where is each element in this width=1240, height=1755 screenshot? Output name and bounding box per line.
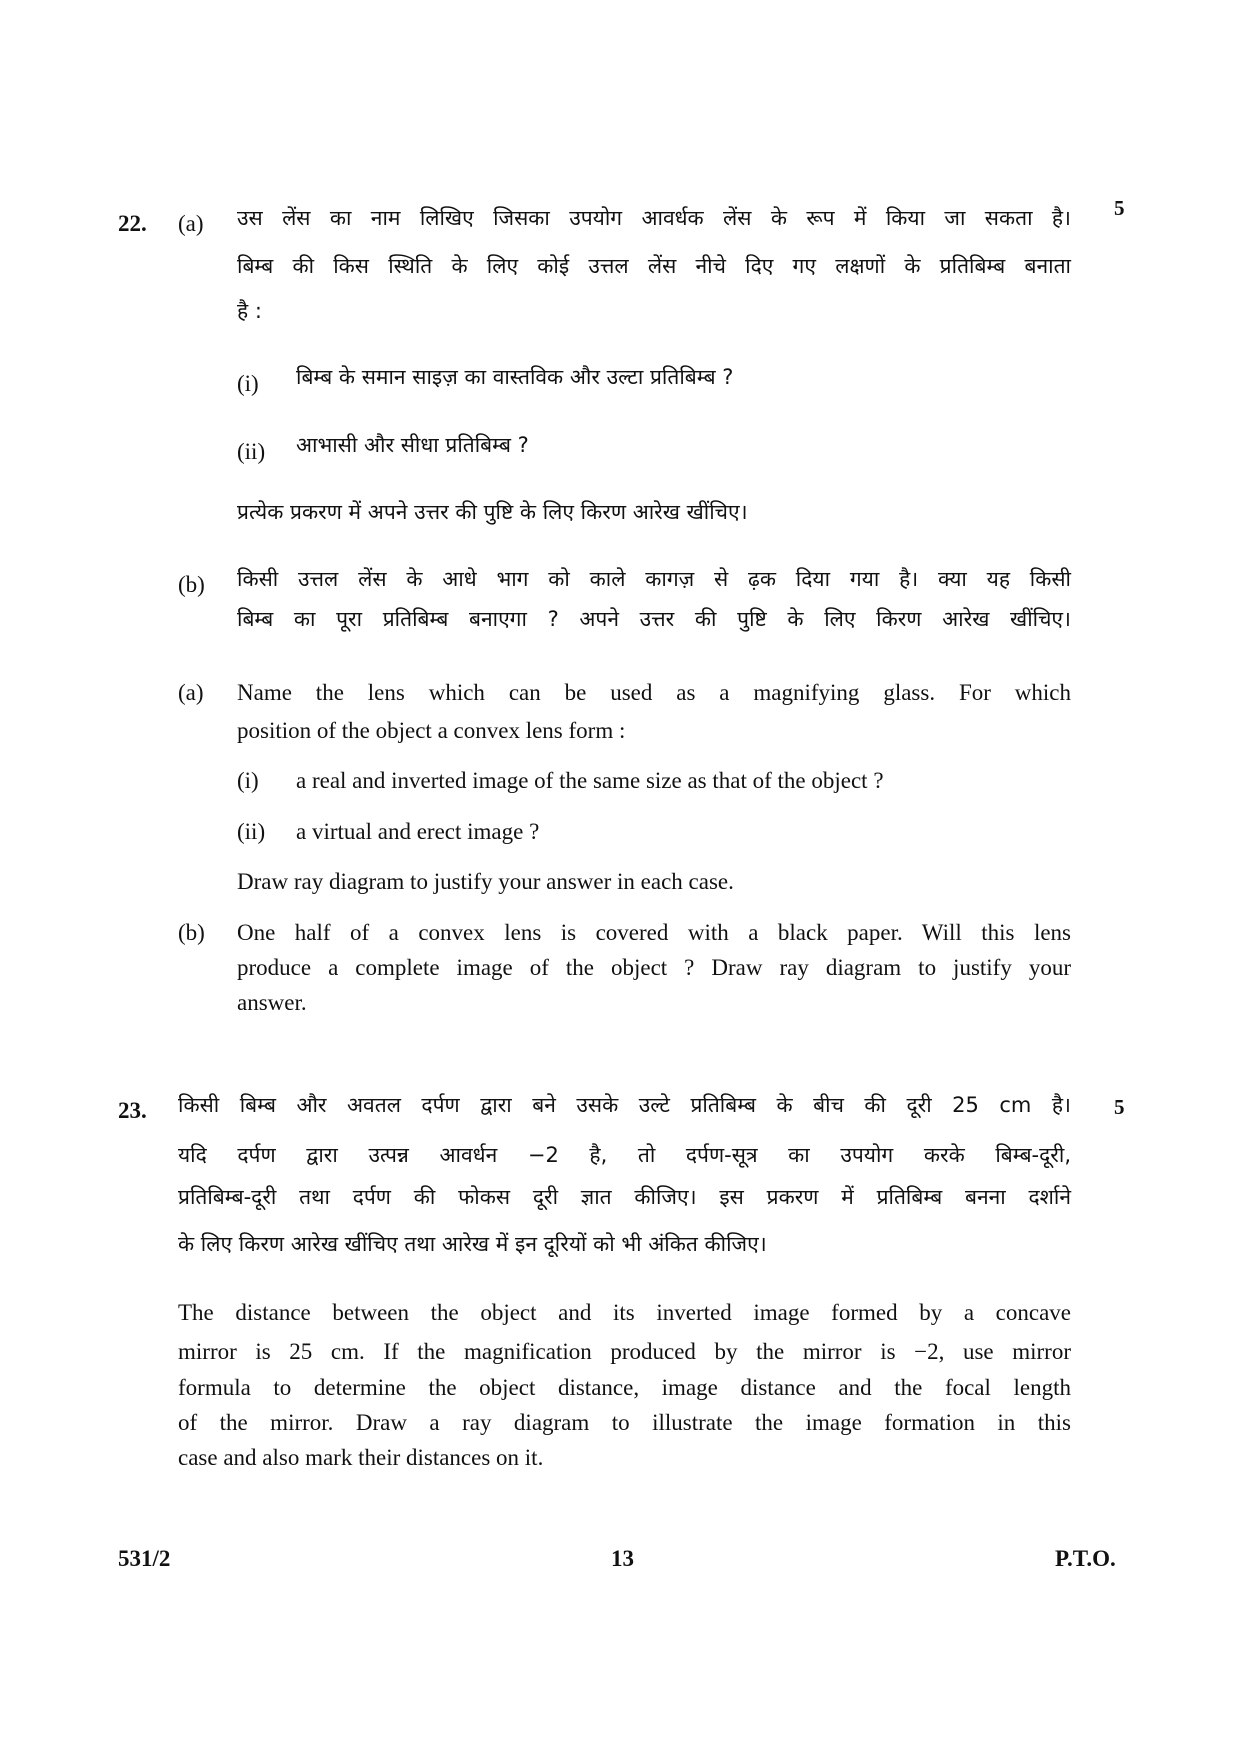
sub-ii-label: (ii) [237,439,266,464]
hindi-line: के लिए किरण आरेख खींचिए तथा आरेख में इन दूरियों को भी अंकित कीजिए। [178,1232,767,1256]
marks: 5 [1114,196,1125,220]
english-line: One half of a convex lens is covered with a black paper. Will this lens [237,920,1071,945]
english-line: The distance between the object and its inverted image formed by a concave [178,1300,1071,1325]
english-line: position of the object a convex lens form : [237,718,626,743]
english-line: of the mirror. Draw a ray diagram to illustrate the image formation in this [178,1410,1071,1435]
sub-i-label: (i) [237,371,259,396]
part-a-label: (a) [178,211,204,236]
hindi-line: है : [237,299,262,323]
english-line: Draw ray diagram to justify your answer in each case. [237,869,734,894]
sub-ii-label: (ii) [237,819,266,844]
hindi-line: किसी बिम्ब और अवतल दर्पण द्वारा बने उसके उल्टे प्रतिबिम्ब के बीच की दूरी 25 cm है। [178,1093,1071,1117]
hindi-line: किसी उत्तल लेंस के आधे भाग को काले कागज़ से ढ़क दिया गया है। क्या यह किसी [237,567,1071,591]
hindi-line: प्रतिबिम्ब-दूरी तथा दर्पण की फोकस दूरी ज्ञात कीजिए। इस प्रकरण में प्रतिबिम्ब बनना दर्शाने [178,1185,1071,1209]
part-a-label: (a) [178,680,204,705]
hindi-line: बिम्ब की किस स्थिति के लिए कोई उत्तल लेंस नीचे दिए गए लक्षणों के प्रतिबिम्ब बनाता [237,254,1071,278]
hindi-line: बिम्ब का पूरा प्रतिबिम्ब बनाएगा ? अपने उत्तर की पुष्टि के लिए किरण आरेख खींचिए। [237,607,1071,631]
english-line: formula to determine the object distance, image distance and the focal length [178,1375,1071,1400]
part-b-label: (b) [178,572,205,597]
english-line: produce a complete image of the object ? Draw ray diagram to justify your [237,955,1071,980]
english-line: answer. [237,990,307,1015]
paper-code: 531/2 [118,1546,171,1571]
hindi-line: आभासी और सीधा प्रतिबिम्ब ? [296,433,529,457]
english-line: Name the lens which can be used as a magnifying glass. For which [237,680,1071,705]
sub-i-label: (i) [237,768,259,793]
part-b-label: (b) [178,920,205,945]
question-number: 23. [118,1098,147,1123]
english-line: a real and inverted image of the same size as that of the object ? [296,768,884,793]
english-line: a virtual and erect image ? [296,819,540,844]
hindi-line: बिम्ब के समान साइज़ का वास्तविक और उल्टा प्रतिबिम्ब ? [296,365,734,389]
hindi-line: यदि दर्पण द्वारा उत्पन्न आवर्धन −2 है, तो दर्पण-सूत्र का उपयोग करके बिम्ब-दूरी, [178,1143,1071,1167]
hindi-line: उस लेंस का नाम लिखिए जिसका उपयोग आवर्धक लेंस के रूप में किया जा सकता है। [237,206,1071,230]
hindi-line: प्रत्येक प्रकरण में अपने उत्तर की पुष्टि के लिए किरण आरेख खींचिए। [237,500,748,524]
please-turn-over: P.T.O. [1055,1546,1116,1571]
english-line: mirror is 25 cm. If the magnification produced by the mirror is −2, use mirror [178,1339,1071,1364]
english-line: case and also mark their distances on it. [178,1445,544,1470]
question-number: 22. [118,211,147,236]
page-number: 13 [611,1546,634,1571]
marks: 5 [1114,1095,1125,1119]
